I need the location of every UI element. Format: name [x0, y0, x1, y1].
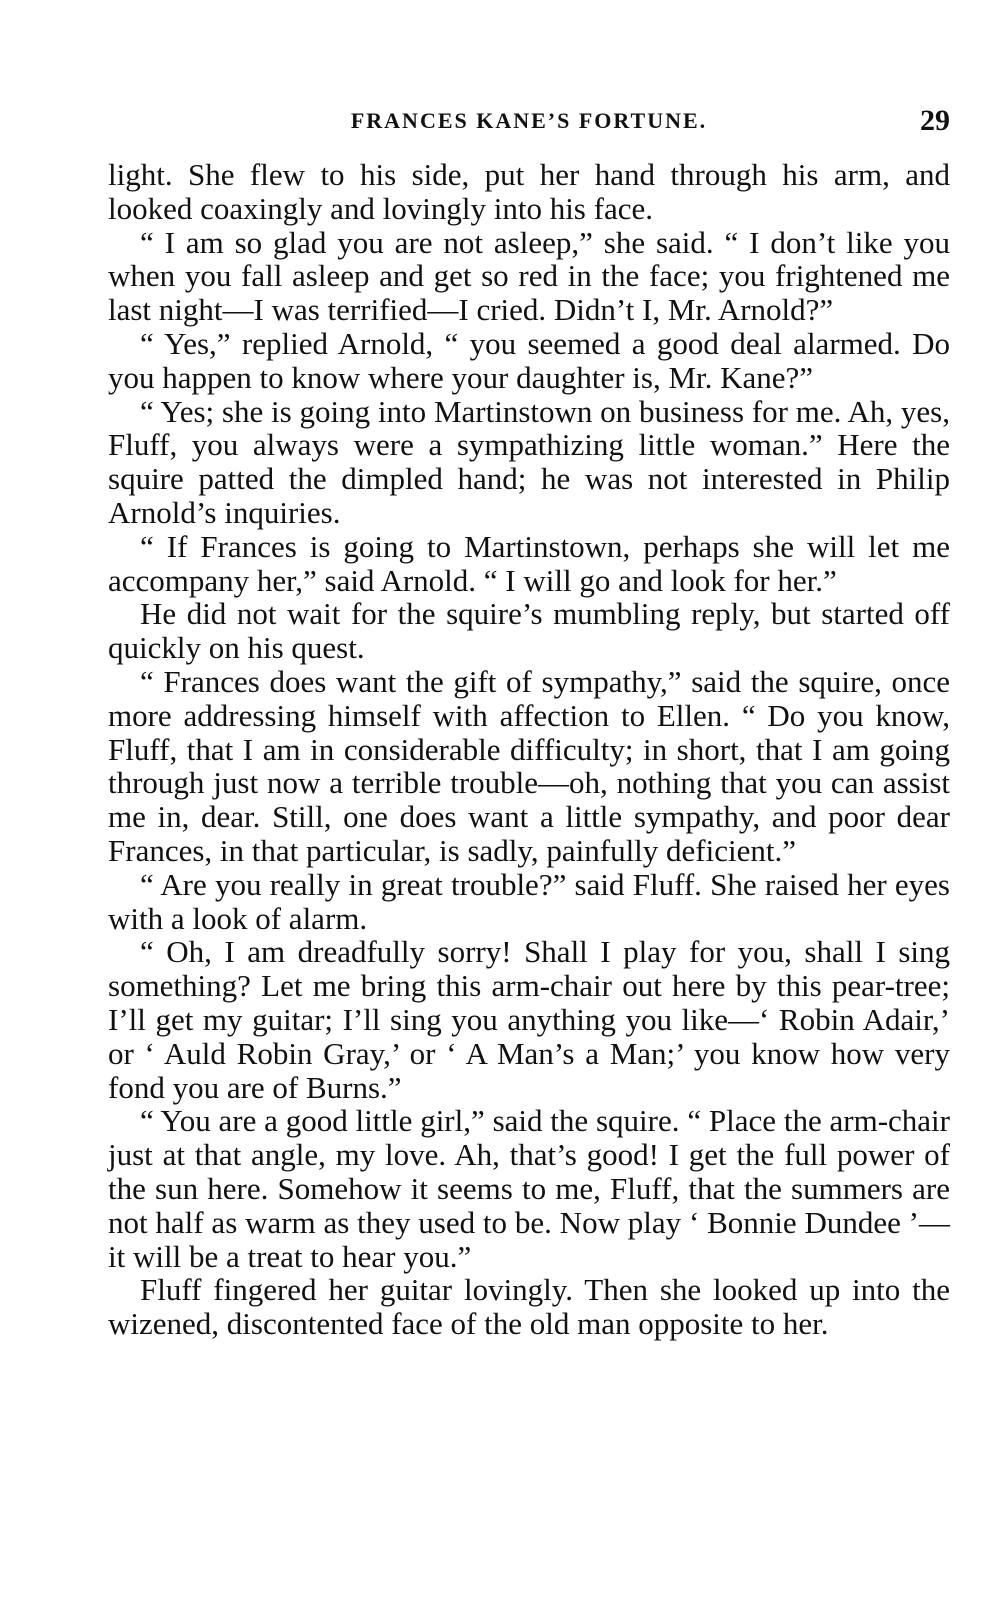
- running-header: [108, 104, 950, 144]
- paragraph-6: He did not wait for the squire’s mumbling reply, but started off quickly on his quest.: [108, 596, 950, 666]
- body-text: [108, 158, 950, 1341]
- paragraph-7: “ Frances does want the gift of sympathy,” said the squire, once more addressing himself with affection to Ellen. “ Do you know, Fluff, that I am in considerable difficulty; in short, that I am going through just now a terrible trouble—oh, nothing that you can assist me in, dear. Still, one does want a little sympathy, and poor dear Frances, in that particular, is sadly, painfully deficient.”: [108, 663, 950, 868]
- paragraph-9: “ Oh, I am dreadfully sorry! Shall I play for you, shall I sing something? Let me bring this arm-chair out here by this pear-tree; I’ll get my guitar; I’ll sing you anything you like—‘ Robin Adair,’ or ‘ Auld Robin Gray,’ or ‘ A Man’s a Man;’ you know how very fond you are of Burns.”: [108, 934, 950, 1105]
- paragraph-11: Fluff fingered her guitar lovingly. Then she looked up into the wizened, discontented face of the old man opposite to her.: [108, 1272, 950, 1342]
- paragraph-4: “ Yes; she is going into Martinstown on business for me. Ah, yes, Fluff, you always were a sympathizing little woman.” Here the squire patted the dimpled hand; he was not interested in Philip Arnold’s inquiries.: [108, 393, 950, 530]
- paragraph-3: “ Yes,” replied Arnold, “ you seemed a good deal alarmed. Do you happen to know where your daughter is, Mr. Kane?”: [108, 325, 950, 395]
- running-title: FRANCES KANE’S FORTUNE.: [350, 108, 708, 133]
- paragraph-8: “ Are you really in great trouble?” said Fluff. She raised her eyes with a look of alarm.: [108, 866, 950, 936]
- paragraph-10: “ You are a good little girl,” said the squire. “ Place the arm-chair just at that angle, my love. Ah, that’s good! I get the full power of the sun here. Somehow it seems to me, Fluff, that the summers are not half as warm as they used to be. Now play ‘ Bonnie Dundee ’—it will be a treat to hear you.”: [108, 1103, 950, 1274]
- paragraph-2: “ I am so glad you are not asleep,” she said. “ I don’t like you when you fall asleep and get so red in the face; you frightened me last night—I was terrified—I cried. Didn’t I, Mr. Arnold?”: [108, 224, 950, 328]
- paragraph-1: light. She flew to his side, put her hand through his arm, and looked coaxingly and lovingly into his face.: [108, 157, 950, 226]
- paragraph-5: “ If Frances is going to Martinstown, perhaps she will let me accompany her,” said Arnold. “ I will go and look for her.”: [108, 528, 950, 598]
- page-number: 29: [920, 104, 950, 137]
